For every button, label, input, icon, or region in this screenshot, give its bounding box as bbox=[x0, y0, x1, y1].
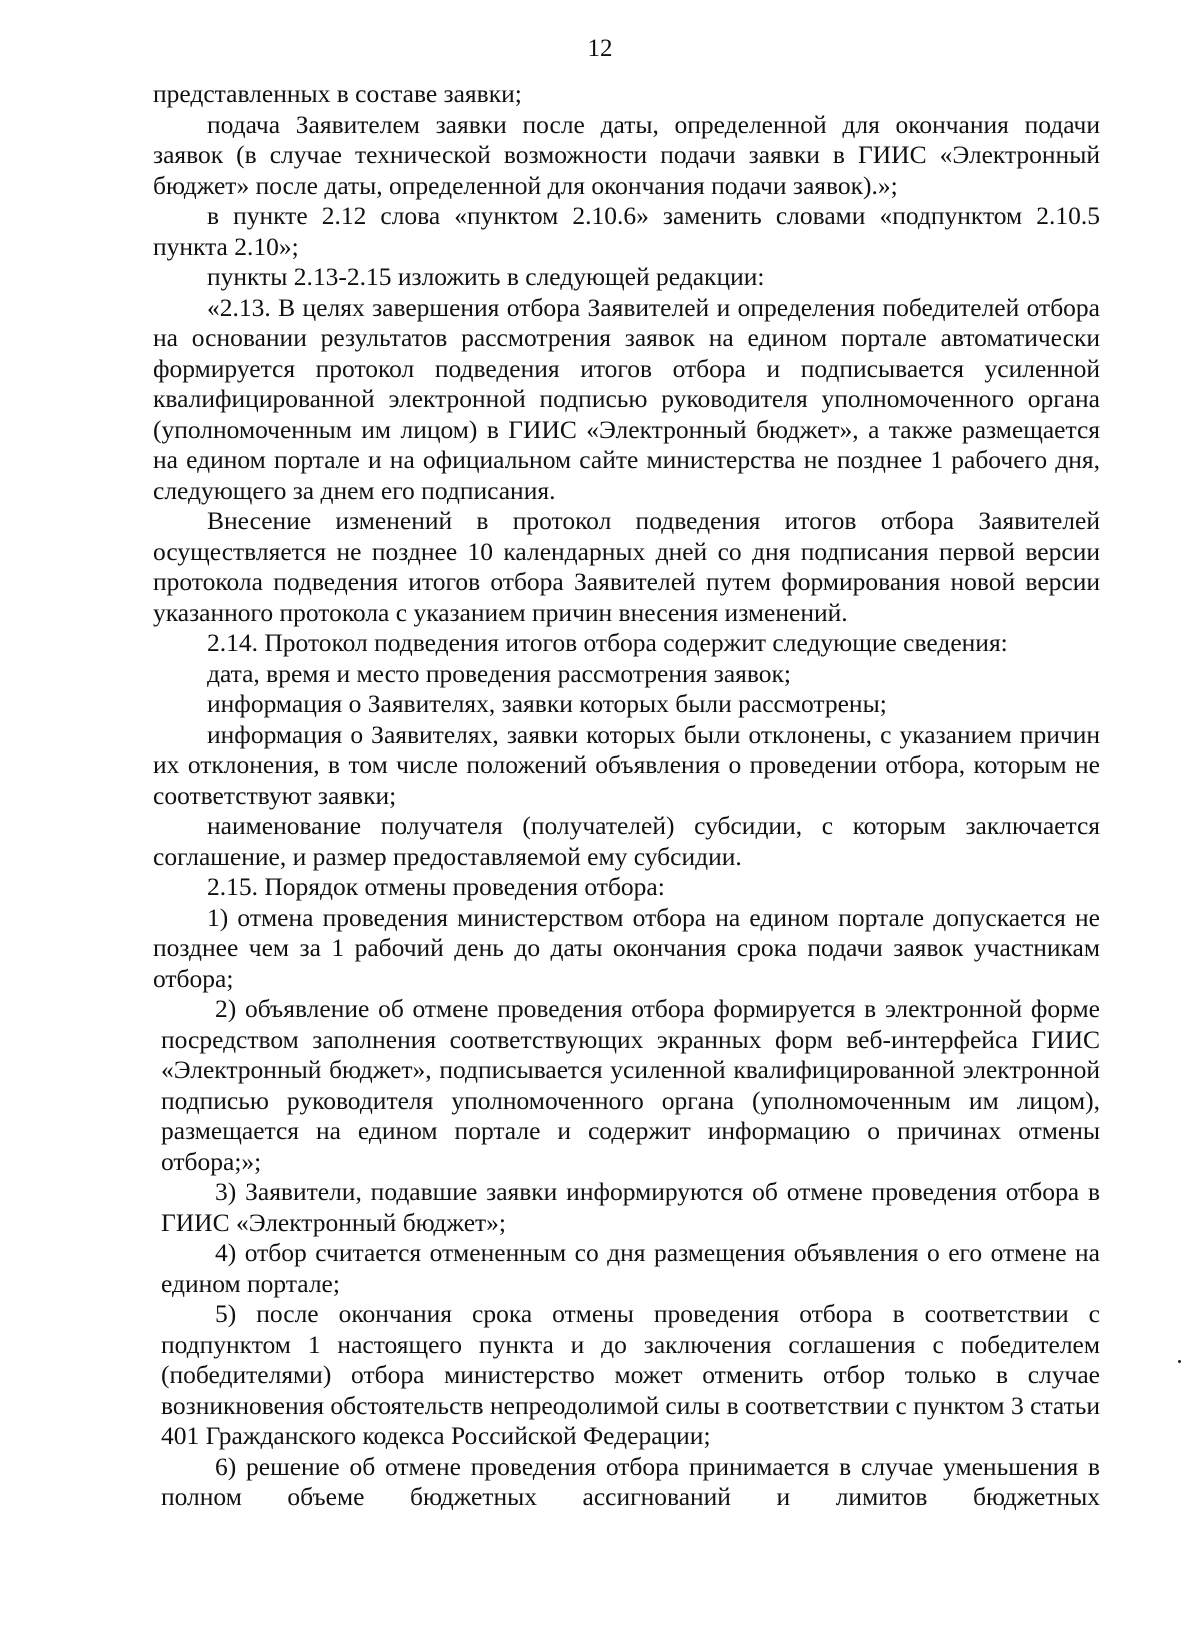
paragraph: 2) объявление об отмене проведения отбора формируется в электронной форме посредством заполнения соответствующих экранных форм веб-интерфейса ГИИС «Электронный бюджет», подписывается усиленной квалифицированной электронной подписью руководителя уполномоченного органа (уполномоченным им лицом), размещается на едином портале и содержит информацию о причинах отмены отбора;»; bbox=[161, 994, 1100, 1176]
paragraph: Внесение изменений в протокол подведения итогов отбора Заявителей осуществляется не позднее 10 календарных дней со дня подписания первой версии протокола подведения итогов отбора Заявителей путем формирования новой версии указанного протокола с указанием причин внесения изменений. bbox=[153, 506, 1100, 627]
paragraph: 6) решение об отмене проведения отбора принимается в случае уменьшения в полном объеме бюджетных ассигнований и лимитов бюджетных bbox=[161, 1451, 1100, 1511]
paragraph: 3) Заявители, подавшие заявки информируются об отмене проведения отбора в ГИИС «Электронный бюджет»; bbox=[161, 1177, 1100, 1237]
paragraph: пункты 2.13-2.15 изложить в следующей редакции: bbox=[207, 262, 765, 291]
paragraph: представленных в составе заявки; bbox=[153, 79, 522, 108]
paragraph: 5) после окончания срока отмены проведения отбора в соответствии с подпунктом 1 настоящего пункта и до заключения соглашения с победителем (победителями) отбора министерство может отменить отбор только в случае возникновения обстоятельств непреодолимой силы в соответствии с пунктом 3 статьи 401 Гражданского кодекса Российской Федерации; bbox=[161, 1299, 1100, 1450]
page-number: 12 bbox=[587, 35, 613, 62]
paragraph: 1) отмена проведения министерством отбора на едином портале допускается не позднее чем за 1 рабочий день до даты окончания срока подачи заявок участникам отбора; bbox=[153, 902, 1100, 993]
scan-speck bbox=[1178, 1360, 1181, 1363]
document-body bbox=[153, 79, 1100, 1513]
paragraph: информация о Заявителях, заявки которых были отклонены, с указанием причин их отклонения, в том числе положений объявления о проведении отбора, которым не соответствуют заявки; bbox=[153, 719, 1100, 810]
paragraph: 4) отбор считается отмененным со дня размещения объявления о его отмене на едином портале; bbox=[161, 1238, 1100, 1298]
paragraph: в пункте 2.12 слова «пунктом 2.10.6» заменить словами «подпунктом 2.10.5 пункта 2.10»; bbox=[153, 201, 1100, 261]
paragraph: наименование получателя (получателей) субсидии, с которым заключается соглашение, и размер предоставляемой ему субсидии. bbox=[153, 811, 1100, 871]
paragraph: 2.14. Протокол подведения итогов отбора содержит следующие сведения: bbox=[207, 628, 1008, 657]
paragraph: информация о Заявителях, заявки которых были рассмотрены; bbox=[207, 689, 887, 718]
paragraph: дата, время и место проведения рассмотрения заявок; bbox=[207, 658, 791, 688]
paragraph: подача Заявителем заявки после даты, определенной для окончания подачи заявок (в случае технической возможности подачи заявки в ГИИС «Электронный бюджет» после даты, определенной для окончания подачи заявок).»; bbox=[153, 109, 1100, 200]
paragraph: «2.13. В целях завершения отбора Заявителей и определения победителей отбора на основании результатов рассмотрения заявок на едином портале автоматически формируется протокол подведения итогов отбора и подписывается усиленной квалифицированной электронной подписью руководителя уполномоченного органа (уполномоченным им лицом) в ГИИС «Электронный бюджет», а также размещается на едином портале и на официальном сайте министерства не позднее 1 рабочего дня, следующего за днем его подписания. bbox=[153, 292, 1100, 505]
paragraph: 2.15. Порядок отмены проведения отбора: bbox=[207, 872, 665, 901]
